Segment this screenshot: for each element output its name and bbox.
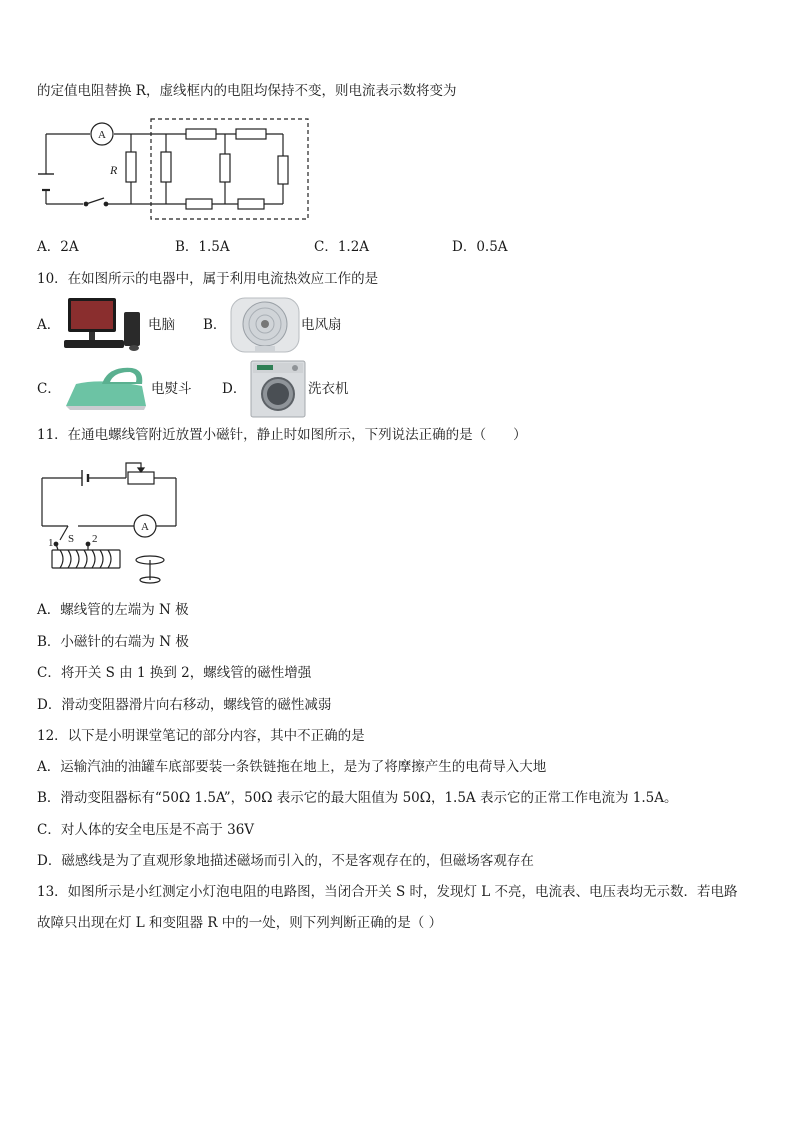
- q12-option-c[interactable]: C．对人体的安全电压是不高于 36V: [37, 822, 255, 838]
- q9-option-c[interactable]: C．1.2A: [314, 239, 370, 255]
- q10-option-b-letter[interactable]: B．: [203, 317, 227, 333]
- fan-image: [229, 296, 301, 354]
- washing-machine-image: [249, 360, 307, 418]
- resistor-r-label: R: [110, 163, 118, 177]
- switch-s-label: S: [68, 533, 75, 545]
- ammeter-label: A: [141, 521, 149, 533]
- q10-option-d-label: 洗衣机: [308, 381, 349, 397]
- q10-stem: 10．在如图所示的电器中，属于利用电流热效应工作的是: [37, 271, 379, 287]
- q12-option-b[interactable]: B．滑动变阻器标有“50Ω 1.5A”，50Ω 表示它的最大阻值为 50Ω，1.5A 表示它的正常工作电流为 1.5A。: [37, 790, 678, 806]
- computer-image: [62, 296, 148, 352]
- q9-circuit-diagram: [38, 114, 314, 226]
- q12-option-d[interactable]: D．磁感线是为了直观形象地描述磁场而引入的，不是客观存在的，但磁场客观存在: [37, 853, 534, 869]
- q11-option-b[interactable]: B．小磁针的右端为 N 极: [37, 634, 189, 650]
- q13-stem-line-1: 13．如图所示是小红测定小灯泡电阻的电路图，当闭合开关 S 时，发现灯 L 不亮，电流表、电压表均无示数．若电路: [37, 884, 738, 900]
- q13-stem-line-2: 故障只出现在灯 L 和变阻器 R 中的一处，则下列判断正确的是（ ）: [37, 915, 443, 931]
- q9-option-a[interactable]: A．2A: [37, 239, 79, 255]
- q10-option-c-letter[interactable]: C．: [37, 381, 61, 397]
- q9-stem-tail: 的定值电阻替换 R，虚线框内的电阻均保持不变，则电流表示数将变为: [37, 83, 457, 99]
- q11-option-a[interactable]: A．螺线管的左端为 N 极: [37, 602, 189, 618]
- switch-position-1-label: 1: [48, 537, 54, 549]
- q10-option-d-letter[interactable]: D．: [222, 381, 247, 397]
- ammeter-label: A: [98, 129, 106, 141]
- q11-option-d[interactable]: D．滑动变阻器滑片向右移动，螺线管的磁性减弱: [37, 697, 332, 713]
- iron-image: [62, 362, 150, 414]
- q9-option-d[interactable]: D．0.5A: [452, 239, 508, 255]
- q10-option-a-label: 电脑: [148, 317, 175, 333]
- q10-option-a-letter[interactable]: A．: [37, 317, 61, 333]
- q11-option-c[interactable]: C．将开关 S 由 1 换到 2，螺线管的磁性增强: [37, 665, 312, 681]
- q10-option-b-label: 电风扇: [301, 317, 342, 333]
- q10-option-c-label: 电熨斗: [151, 381, 192, 397]
- q9-option-b[interactable]: B．1.5A: [175, 239, 230, 255]
- switch-position-2-label: 2: [92, 533, 98, 545]
- q12-option-a[interactable]: A．运输汽油的油罐车底部要装一条铁链拖在地上，是为了将摩擦产生的电荷导入大地: [37, 759, 547, 775]
- q11-stem: 11．在通电螺线管附近放置小磁针，静止时如图所示，下列说法正确的是（ ）: [37, 427, 527, 443]
- q11-circuit-diagram: [38, 458, 180, 586]
- q12-stem: 12．以下是小明课堂笔记的部分内容，其中不正确的是: [37, 728, 365, 744]
